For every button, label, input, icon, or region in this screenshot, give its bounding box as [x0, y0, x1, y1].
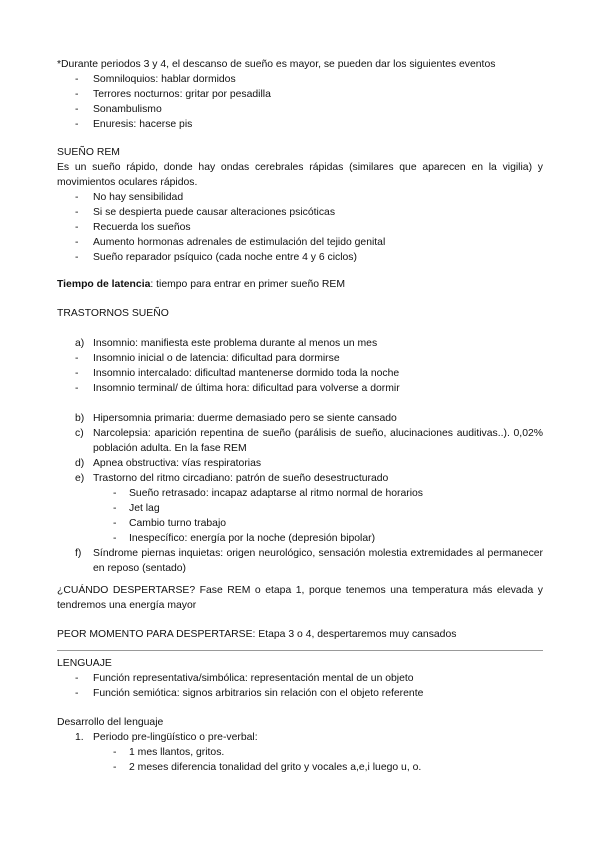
rem-item-text: Recuerda los sueños [93, 222, 191, 233]
list-marker: a) [75, 338, 85, 349]
dash-marker: - [113, 533, 117, 544]
list-item [57, 730, 543, 745]
list-item [57, 381, 543, 396]
rem-description: Es un sueño rápido, donde hay ondas cerebrales rápidas (similares que aparecen en la vigilia) y movimientos oculares rápidos. [57, 162, 543, 188]
list-item [57, 745, 543, 760]
list-marker: c) [75, 428, 84, 439]
dash-marker: - [75, 222, 79, 233]
list-item [57, 336, 543, 351]
dash-marker: - [75, 89, 79, 100]
rem-heading: SUEÑO REM [57, 147, 120, 158]
list-item [57, 235, 543, 250]
list-item [57, 471, 543, 486]
rem-item-text: No hay sensibilidad [93, 192, 184, 203]
latency-text: : tiempo para entrar en primer sueño REM [150, 279, 345, 290]
list-item [57, 87, 543, 102]
dash-marker: - [75, 237, 79, 248]
list-item [57, 366, 543, 381]
disorder-text: Trastorno del ritmo circadiano: patrón de sueño desestructurado [93, 473, 389, 484]
disorders-heading: TRASTORNOS SUEÑO [57, 308, 169, 319]
list-marker: e) [75, 473, 85, 484]
dash-marker: - [113, 762, 117, 773]
list-marker: d) [75, 458, 85, 469]
list-item [57, 686, 543, 701]
dash-marker: - [75, 673, 79, 684]
dash-marker: - [113, 518, 117, 529]
disorder-text: Síndrome piernas inquietas: origen neurológico, sensación molestia extremidades al permanecer en reposo (sentado) [93, 548, 543, 574]
list-item [57, 351, 543, 366]
list-item [57, 456, 543, 471]
event-text: Terrores nocturnos: gritar por pesadilla [93, 89, 271, 100]
list-marker: b) [75, 413, 85, 424]
worst-time-text: PEOR MOMENTO PARA DESPERTARSE: Etapa 3 o 4, despertaremos muy cansados [57, 629, 457, 640]
dash-marker: - [75, 192, 79, 203]
dash-marker: - [75, 368, 79, 379]
list-item [57, 760, 543, 775]
dash-marker: - [75, 104, 79, 115]
list-item [57, 486, 543, 501]
list-item [57, 205, 543, 220]
list-marker: f) [75, 548, 82, 559]
section-divider [57, 650, 543, 651]
dash-marker: - [75, 688, 79, 699]
list-item [57, 671, 543, 686]
development-section [57, 715, 543, 775]
dash-marker: - [113, 503, 117, 514]
list-item [57, 72, 543, 87]
language-heading: LENGUAJE [57, 658, 112, 669]
rem-item-text: Si se despierta puede causar alteraciones psicóticas [93, 207, 336, 218]
list-item [57, 117, 543, 132]
dash-marker: - [75, 74, 79, 85]
dash-marker: - [113, 747, 117, 758]
event-text: Sonambulismo [93, 104, 162, 115]
circadian-type-text: Jet lag [129, 503, 160, 514]
list-item [57, 516, 543, 531]
top-section [57, 57, 543, 132]
rem-section [57, 145, 543, 265]
list-item [57, 220, 543, 235]
language-section [57, 656, 543, 701]
dash-marker: - [75, 252, 79, 263]
list-item [57, 531, 543, 546]
period-text: Periodo pre-lingüístico o pre-verbal: [93, 732, 258, 743]
when-wake-text: ¿CUÁNDO DESPERTARSE? Fase REM o etapa 1, porque tenemos una temperatura más elevada y tendremos una energía mayor [57, 585, 543, 611]
disorder-text: Hipersomnia primaria: duerme demasiado pero se siente cansado [93, 413, 397, 424]
disorder-text: Apnea obstructiva: vías respiratorias [93, 458, 262, 469]
insomnia-type-text: Insomnio inicial o de latencia: dificultad para dormirse [93, 353, 340, 364]
period-item-text: 1 mes llantos, gritos. [129, 747, 225, 758]
dash-marker: - [75, 207, 79, 218]
latency-term: Tiempo de latencia [57, 279, 151, 290]
list-item [57, 546, 543, 576]
list-item [57, 250, 543, 265]
disorder-text: Narcolepsia: aparición repentina de sueño (parálisis de sueño, alucinaciones auditivas..). 0,02% población adulta. En la fase REM [93, 428, 543, 454]
development-heading: Desarrollo del lenguaje [57, 717, 164, 728]
rem-item-text: Sueño reparador psíquico (cada noche entre 4 y 6 ciclos) [93, 252, 357, 263]
circadian-type-text: Inespecífico: energía por la noche (depresión bipolar) [129, 533, 376, 544]
period-item-text: 2 meses diferencia tonalidad del grito y vocales a,e,i luego u, o. [129, 762, 422, 773]
intro-text: *Durante periodos 3 y 4, el descanso de sueño es mayor, se pueden dar los siguientes eventos [57, 59, 496, 70]
list-item [57, 501, 543, 516]
list-item [57, 426, 543, 456]
latency-line [57, 277, 543, 292]
list-item [57, 411, 543, 426]
dash-marker: - [113, 488, 117, 499]
language-item-text: Función semiótica: signos arbitrarios sin relación con el objeto referente [93, 688, 424, 699]
event-text: Enuresis: hacerse pis [93, 119, 193, 130]
disorders-section [57, 306, 543, 576]
rem-item-text: Aumento hormonas adrenales de estimulación del tejido genital [93, 237, 386, 248]
list-item [57, 190, 543, 205]
list-marker: 1. [75, 732, 84, 743]
circadian-type-text: Sueño retrasado: incapaz adaptarse al ritmo normal de horarios [129, 488, 423, 499]
dash-marker: - [75, 119, 79, 130]
event-text: Somniloquios: hablar dormidos [93, 74, 236, 85]
list-item [57, 102, 543, 117]
language-item-text: Función representativa/simbólica: representación mental de un objeto [93, 673, 414, 684]
disorder-text: Insomnio: manifiesta este problema durante al menos un mes [93, 338, 378, 349]
insomnia-type-text: Insomnio intercalado: dificultad mantenerse dormido toda la noche [93, 368, 400, 379]
circadian-type-text: Cambio turno trabajo [129, 518, 227, 529]
insomnia-type-text: Insomnio terminal/ de última hora: dificultad para volverse a dormir [93, 383, 400, 394]
dash-marker: - [75, 383, 79, 394]
dash-marker: - [75, 353, 79, 364]
